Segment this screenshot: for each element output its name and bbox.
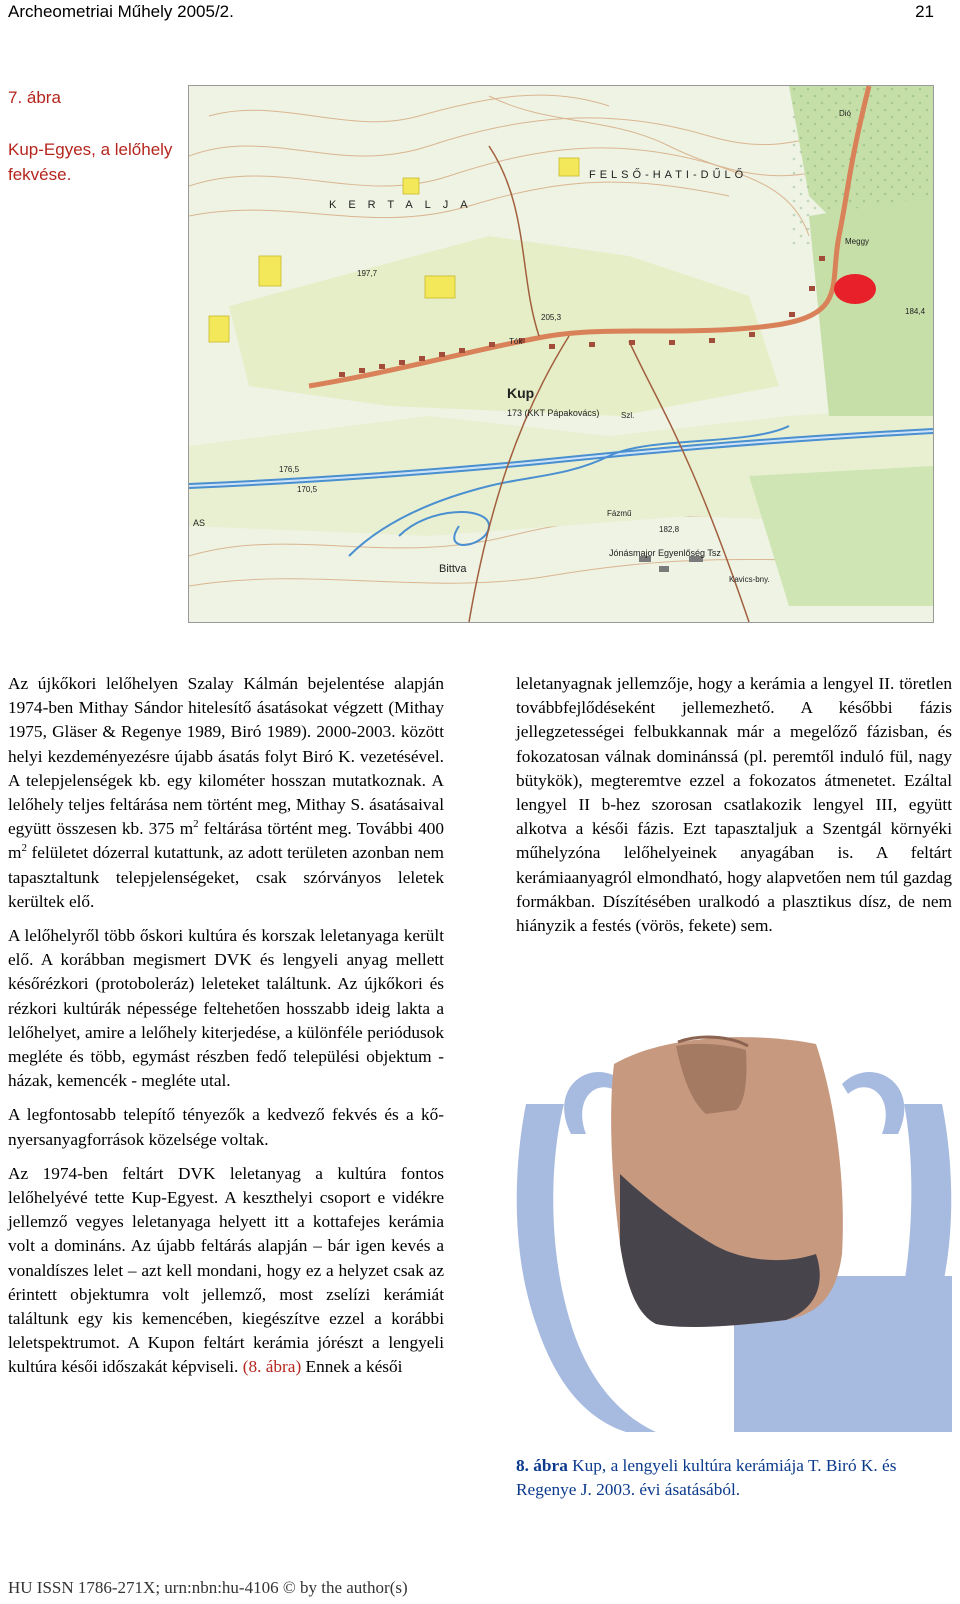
map-label-dio: Dió xyxy=(839,109,852,118)
map-label-fazmu: Fázmű xyxy=(607,509,632,518)
map-label-1828: 182,8 xyxy=(659,525,680,534)
map-label-jonasmajor: Jónásmajor Egyenlőség Tsz xyxy=(609,548,721,558)
map-label-1844: 184,4 xyxy=(905,307,926,316)
map-label-felso-hati-dulo: FELSŐ-HATI-DŰLŐ xyxy=(589,169,748,181)
issn-footer: HU ISSN 1786-271X; urn:nbn:hu-4106 © by the author(s) xyxy=(8,1578,408,1597)
map-label-1705: 170,5 xyxy=(297,485,318,494)
site-marker xyxy=(834,274,876,304)
paragraph-late-lengyel: leletanyagnak jellemzője, hogy a kerámia a lengyel II. töretlen továbbfejlődéseként jellemezhető. A későbbi fázis jellegzetességei felbukkannak már a megelőző fázisban, és fokozatosan válnak dominánssá (pl. peremtől induló fül, nagy bütykök), megteremtve ezzel a fokozatos átmenetet. Ezáltal lengyel II b-hez szorosan csatlakozik lengyel III, együtt alkotva a késői fázis. Ezt tapasztaljuk a Szentgál környéki műhelyzóna lelőhelyeinek anyagában is. A feltárt kerámiaanyagról elmondható, hogy alapvetően nem túl gazdag formákban. Díszítésében uralkodó a plasztikus dísz, de nem hiányzik a festés (vörös, fekete) sem. xyxy=(516,674,952,936)
figure-8-label: 8. ábra xyxy=(516,1456,568,1475)
lengyel-vessel-figure xyxy=(516,1024,952,1432)
journal-header: Archeometriai Műhely 2005/2. xyxy=(8,2,234,21)
figure-7-caption: Kup-Egyes, a lelőhely fekvése. xyxy=(8,140,173,184)
paragraph-cultures: A lelőhelyről több őskori kultúra és korszak leletanyaga került elő. A korábban megismert DVK és lengyeli anyag mellett későrézkori (protoboleráz) leleteket találtunk. Az újkőkori és rézkori kultúrák népessége feltehetően hosszabb ideig lakta a lelőhelyet, amire a lelőhely kiterjedése, a különféle periódusok megléte és több, egymást részben fedő települési objektum - házak, kemencék - megléte utal. xyxy=(8,926,444,1091)
map-label-elevation-173: 173 (KKT Pápakovács) xyxy=(507,408,600,418)
figure-7-label: 7. ábra xyxy=(8,88,61,107)
map-label-tok: Tók xyxy=(509,337,523,346)
map-label-kup: Kup xyxy=(507,385,535,401)
ceramic-sherd-photo xyxy=(611,1037,843,1327)
map-label-kavics: Kavics-bny. xyxy=(729,575,770,584)
figure-8-caption: 8. ábra Kup, a lengyeli kultúra kerámiája T. Biró K. és Regenye J. 2003. évi ásatásából. xyxy=(516,1456,897,1499)
map-label-as: AS xyxy=(193,518,206,528)
map-label-2053: 205,3 xyxy=(541,313,562,322)
map-label-1765: 176,5 xyxy=(279,465,300,474)
paragraph-settlement-factors: A legfontosabb telepítő tényezők a kedvező fekvés és a kő-nyersanyagforrások közelsége voltak. xyxy=(8,1105,444,1149)
figure-8-reference-link[interactable]: (8. ábra) xyxy=(242,1357,302,1377)
paragraph-excavation-history: Az újkőkori lelőhelyen Szalay Kálmán bejelentése alapján 1974-ben Mithay Sándor hitelesítő ásatásokat végzett (Mithay 1975, Gläser & Regenye 1989, Biró 1989). 2000-2003. között helyi kezdeményezésre újabb ásatás folyt Biró K. vezetésével. A telepjelenségek kb. egy kilométer hosszan mutatkoznak. A lelőhely teljes feltárása nem történt meg, Mithay S. ásatásaival együtt összesen kb. 375 $m^2$ feltárása történt meg. További 400 $m^2$ felületet dózerral kutattunk, az adott területen azonban nem tapasztaltunk telepjelenségeket, csak szórványos leletek kerültek elő. xyxy=(8,674,444,911)
text-column-left xyxy=(8,672,444,1390)
map-label-bittva: Bittva xyxy=(439,563,467,575)
forest-area-east xyxy=(809,196,933,416)
map-label-szl: Szl. xyxy=(621,411,635,420)
page-number: 21 xyxy=(915,2,934,21)
map-label-kertalja: KERTALJA xyxy=(329,199,480,211)
paragraph-dvk-finds: Az 1974-ben feltárt DVK leletanyag a kultúra fontos lelőhelyévé tette Kup-Egyest. A keszthelyi csoport e vidékre jellemző vegyes leletanyaga helyett itt a kottafejes kerámia volt a domináns. Az újabb feltárás alapján – bár igen kevés a vonaldíszes lelet – azt kell mondani, hogy ez a helyzet csak az érintett objektumra volt jellemző, most zselízi kerámiát találtunk egy kis kemencében, kiegészítve ezzel a korábbi leletspektrumot. A Kupon feltárt kerámia jórészt a lengyeli kultúra késői időszakát képviseli. (8. ábra) Ennek a késői xyxy=(8,1163,444,1377)
map-label-1977: 197,7 xyxy=(357,269,378,278)
text-column-right xyxy=(516,672,952,948)
site-location-map xyxy=(188,85,934,623)
map-label-meggy: Meggy xyxy=(845,237,870,246)
